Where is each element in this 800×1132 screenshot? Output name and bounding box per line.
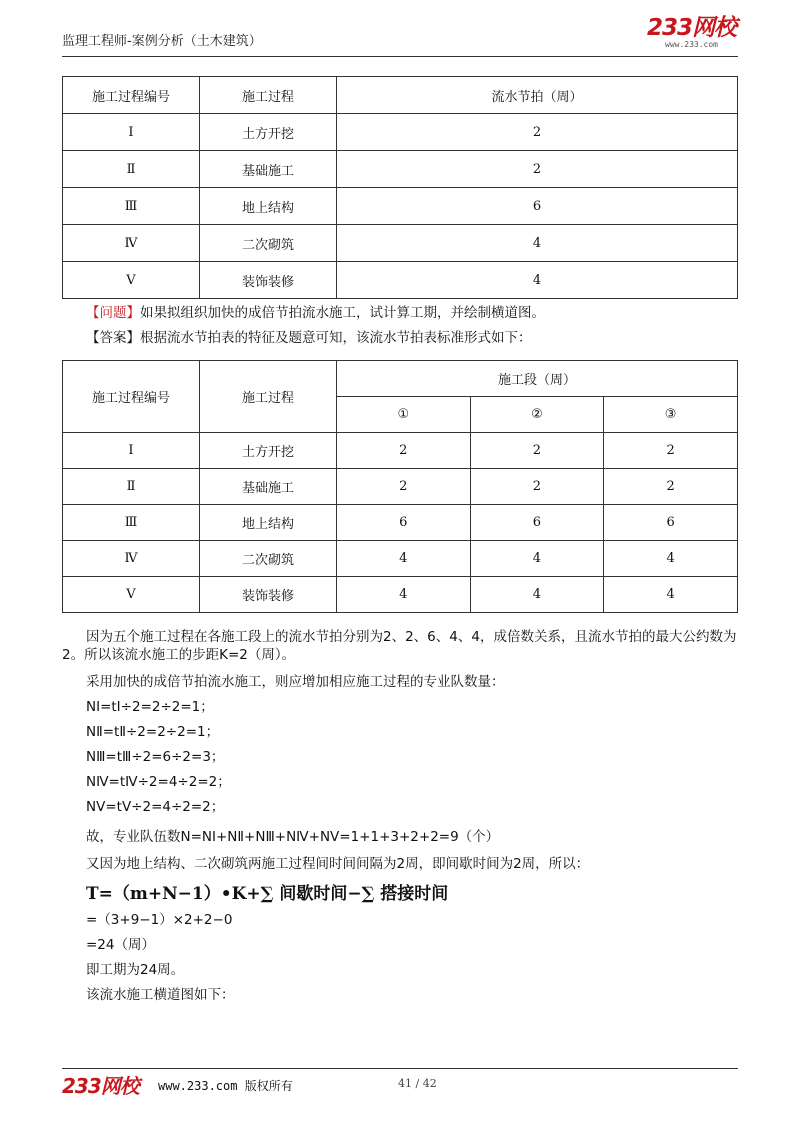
team-count-1: NⅠ=tⅠ÷2=2÷2=1；	[86, 699, 214, 715]
table-cell: 4	[470, 541, 604, 577]
table-cell: Ⅲ	[63, 188, 200, 225]
table-cell: 2	[604, 469, 738, 505]
table-cell: Ⅰ	[63, 433, 200, 469]
table-cell: 土方开挖	[200, 433, 337, 469]
table-cell: 土方开挖	[200, 114, 337, 151]
stage-header-cell: ③	[604, 397, 738, 433]
table-header-cell: 施工过程	[200, 77, 337, 114]
table-cell: Ⅳ	[63, 225, 200, 262]
table-cell: 2	[337, 114, 738, 151]
table-cell: 4	[337, 225, 738, 262]
paragraph-step: 因为五个施工过程在各施工段上的流水节拍分别为2、2、6、4、4，成倍数关系，且流水节拍的最大公约数为2。所以该流水施工的步距K=2（周）。	[62, 629, 737, 663]
table-cell: 6	[337, 505, 471, 541]
table-cell: 地上结构	[200, 505, 337, 541]
table-cell: 装饰装修	[200, 577, 337, 613]
footer-divider	[62, 1068, 738, 1069]
beat-table	[62, 76, 738, 299]
table-cell: 2	[337, 433, 471, 469]
calc-step-2: =24（周）	[86, 937, 155, 953]
table-row	[63, 469, 738, 505]
table-cell: 二次砌筑	[200, 541, 337, 577]
answer-paragraph	[86, 329, 532, 347]
table-cell: 4	[337, 262, 738, 299]
gantt-intro: 该流水施工横道图如下：	[86, 987, 235, 1003]
calc-step-1: =（3+9−1）×2+2−0	[86, 912, 233, 928]
table-row	[63, 151, 738, 188]
table-cell: 6	[604, 505, 738, 541]
table-cell: 6	[337, 188, 738, 225]
table-row	[63, 114, 738, 151]
stage-header-cell: ②	[470, 397, 604, 433]
table-cell: Ⅳ	[63, 541, 200, 577]
table-cell: 4	[604, 541, 738, 577]
footer-logo: 233网校	[62, 1074, 139, 1098]
table-cell: Ⅱ	[63, 151, 200, 188]
standard-beat-table	[62, 360, 738, 613]
table-row	[63, 541, 738, 577]
team-count-5: NⅤ=tⅤ÷2=4÷2=2；	[86, 799, 225, 815]
team-count-4: NⅣ=tⅣ÷2=4÷2=2；	[86, 774, 231, 790]
table-cell: 装饰装修	[200, 262, 337, 299]
table-header-cell: 施工过程编号	[63, 361, 200, 433]
table-cell: 2	[604, 433, 738, 469]
answer-text: 根据流水节拍表的特征及题意可知，该流水节拍表标准形式如下：	[140, 330, 532, 346]
table-cell: 二次砌筑	[200, 225, 337, 262]
team-count-3: NⅢ=tⅢ÷2=6÷2=3；	[86, 749, 225, 765]
paragraph-interval: 又因为地上结构、二次砌筑两施工过程间时间间隔为2周，即间歇时间为2周，所以：	[86, 856, 590, 872]
table-cell: 4	[470, 577, 604, 613]
table-row	[63, 577, 738, 613]
table-cell: 4	[337, 577, 471, 613]
table-cell: 6	[470, 505, 604, 541]
table-cell: 基础施工	[200, 151, 337, 188]
paragraph-team-intro: 采用加快的成倍节拍流水施工，则应增加相应施工过程的专业队数量：	[86, 674, 505, 690]
duration-result: 即工期为24周。	[86, 962, 185, 978]
table-cell: 4	[604, 577, 738, 613]
table-header-cell: 施工段（周）	[337, 361, 738, 397]
table-cell: 2	[337, 469, 471, 505]
table-cell: Ⅰ	[63, 114, 200, 151]
table-header-cell: 施工过程编号	[63, 77, 200, 114]
question-tag: 【问题】	[86, 305, 140, 321]
team-count-2: NⅡ=tⅡ÷2=2÷2=1；	[86, 724, 220, 740]
question-paragraph	[86, 304, 545, 322]
table-cell: Ⅴ	[63, 262, 200, 299]
table-header-cell: 流水节拍（周）	[337, 77, 738, 114]
logo-url: www.233.com	[665, 40, 718, 49]
table-cell: 基础施工	[200, 469, 337, 505]
document-title: 监理工程师-案例分析（土木建筑）	[62, 34, 262, 49]
table-row	[63, 505, 738, 541]
stage-header-cell: ①	[337, 397, 471, 433]
page-number: 41 / 42	[398, 1077, 437, 1090]
table-row	[63, 188, 738, 225]
table-cell: 4	[337, 541, 471, 577]
table-header-cell: 施工过程	[200, 361, 337, 433]
brand-logo	[647, 16, 736, 49]
answer-tag: 【答案】	[86, 330, 140, 346]
footer-copyright: www.233.com 版权所有	[158, 1079, 293, 1093]
table-cell: 2	[470, 469, 604, 505]
team-total: 故，专业队伍数N=NⅠ+NⅡ+NⅢ+NⅣ+NⅤ=1+1+3+2+2=9（个）	[86, 829, 500, 845]
table-row	[63, 433, 738, 469]
logo-text: 233网校	[646, 15, 736, 41]
question-text: 如果拟组织加快的成倍节拍流水施工，试计算工期，并绘制横道图。	[140, 305, 545, 321]
table-cell: Ⅴ	[63, 577, 200, 613]
table-cell: 2	[337, 151, 738, 188]
table-row	[63, 262, 738, 299]
table-cell: 2	[470, 433, 604, 469]
table-cell: Ⅲ	[63, 505, 200, 541]
table-cell: 地上结构	[200, 188, 337, 225]
header-divider	[62, 56, 738, 57]
table-row	[63, 225, 738, 262]
table-cell: Ⅱ	[63, 469, 200, 505]
duration-formula: T=（m+N−1）•K+∑ 间歇时间−∑ 搭接时间	[86, 884, 449, 904]
